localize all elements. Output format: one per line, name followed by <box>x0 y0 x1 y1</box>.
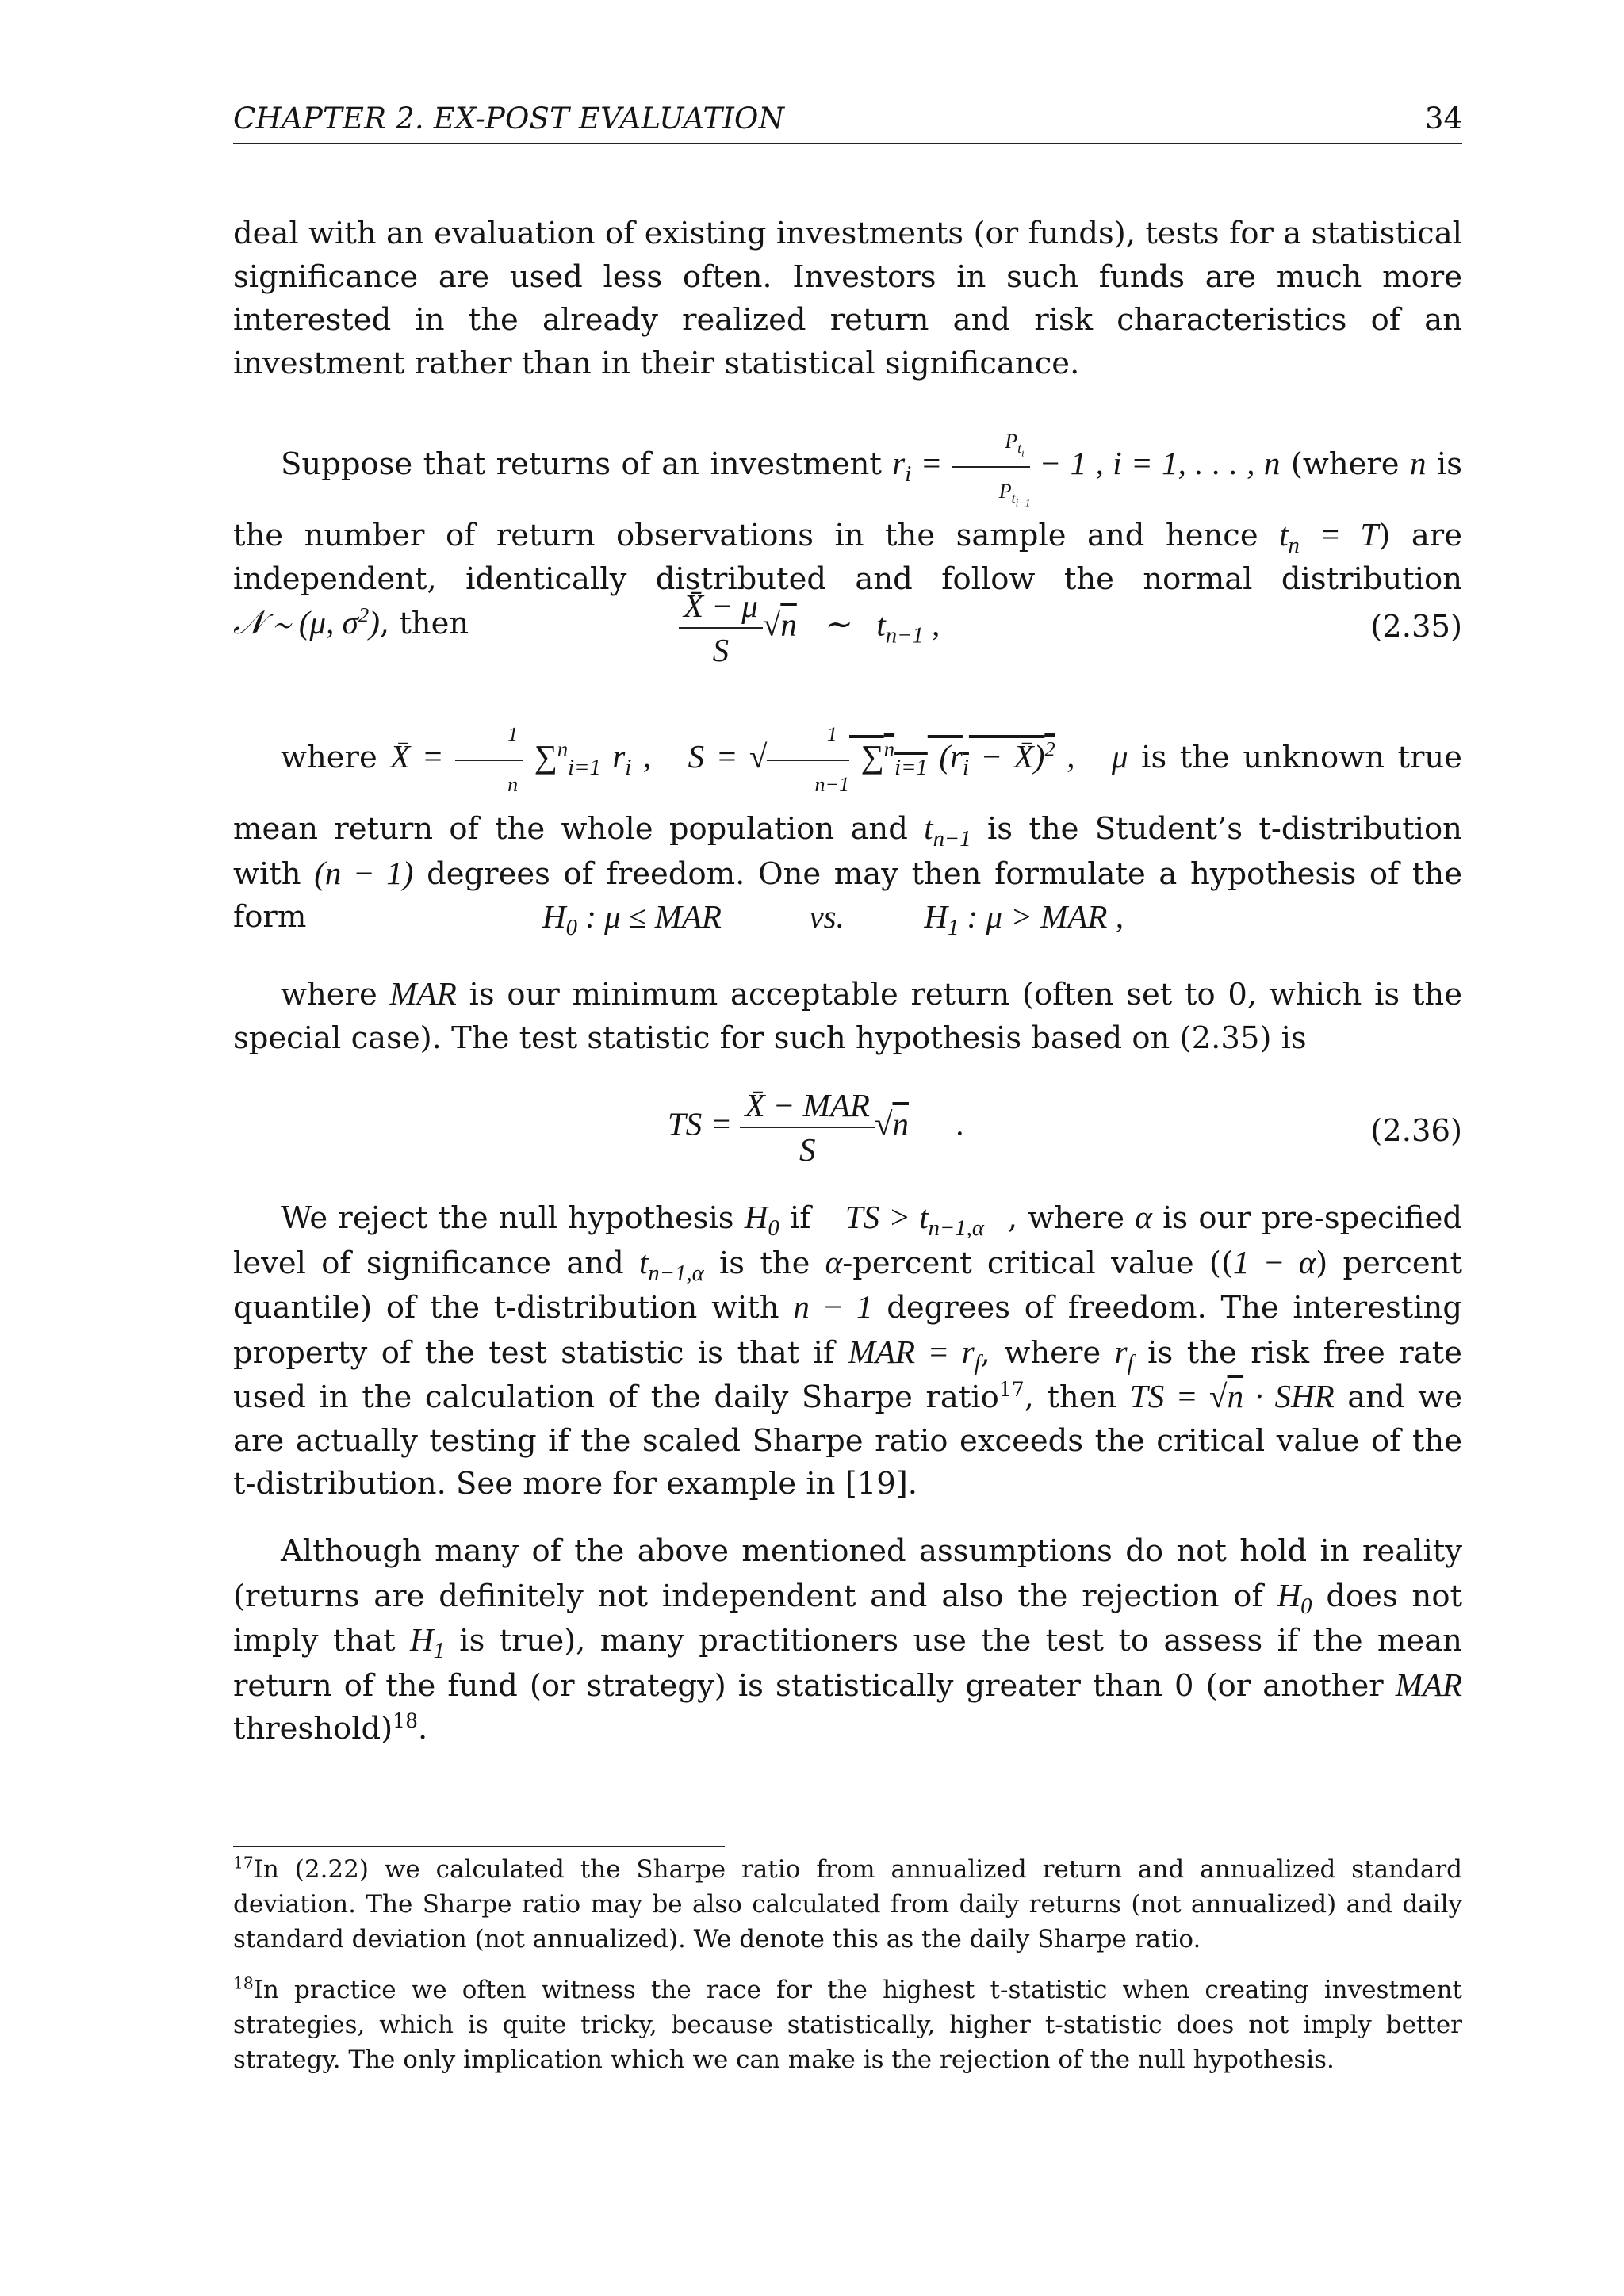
p3-student-text: is the Student’s t-distribution with <box>233 811 1462 892</box>
equation-number-2-35: (2.35) <box>1370 609 1462 645</box>
return-formula: $r_i$ = $\frac{P_{t_i}}{P_{t_{i-1}}}$ − 1 , i = 1, . . . , n <box>892 445 1280 481</box>
hypothesis-formula: $H_0$ : μ ≤ MAR vs. $H_1$ : μ > MAR , <box>542 898 1124 941</box>
footnote-18-text: In practice we often witness the race for the highest t-statistic when creating investment strategies, which is quite tricky, because statistically, higher t-statistic does not imply better strategy. The only implication which we can make is the rejection of the null hypothesis. <box>233 1976 1462 2074</box>
footnote-18 <box>233 1973 1462 2077</box>
p2-text-d: , then <box>379 606 469 641</box>
paragraph-4: where MAR is our minimum acceptable return (often set to 0, which is the special case). The test statistic for such hypothesis based on (2.35) is <box>233 975 1462 1056</box>
equation-number-2-36: (2.36) <box>1370 1113 1462 1149</box>
equation-2-35-body: $\frac{X̄ - \mu}{S}$ √n ∼ $t_{n-1}$ , <box>679 587 940 669</box>
sample-mean-formula: X̄ = $\frac{1}{n}$ ∑$^n_{i=1}$ $r_i$ , <box>390 738 651 775</box>
p4-b: is our minimum acceptable return (often set to 0, which is the special case). The test statistic for such hypothesis based on (2.35) is <box>233 977 1462 1056</box>
sample-std-formula: S = √ $\frac{1}{n-1}$ ∑$^n_{i=1}$ ($r_i$ − X̄)$^2$ , <box>688 738 1075 775</box>
p5-j: is the risk free rate used in the calculation of the daily Sharpe ratio <box>233 1334 1462 1415</box>
p6-d: threshold) <box>233 1711 393 1747</box>
equation-2-36 <box>233 1086 1462 1173</box>
paragraph-1: deal with an evaluation of existing investments (or funds), tests for a statistical significance are used less often. Investors in such funds are much more interested in the already realized return and risk characteristics of an investment rather than in their statistical significance. <box>233 216 1462 381</box>
p6-c: is true), many practitioners use the test to assess if the mean return of the fund (or strategy) is statistically greater than 0 (or another <box>233 1623 1462 1704</box>
p3-mu-text: is the unknown true mean return of the whole population and <box>233 739 1462 847</box>
hypothesis-line <box>233 893 1462 948</box>
footnote-17-text: In (2.22) we calculated the Sharpe ratio from annualized return and annualized standard deviation. The Sharpe ratio may be also calculated from daily returns (not annualized) and daily standard deviation (not annualized). We denote this as the daily Sharpe ratio. <box>233 1855 1462 1954</box>
p5-c: , where <box>1007 1200 1125 1236</box>
p6-a: Although many of the above mentioned assumptions do not hold in reality (returns are definitely not independent and also the rejection of <box>233 1533 1462 1614</box>
p5-l: and we are actually testing if the scaled Sharpe ratio exceeds the critical value of the t-distribution. See more for example in [19]. <box>233 1380 1462 1502</box>
footnote-17 <box>233 1852 1462 1957</box>
paragraph-5: We reject the null hypothesis $H_0$ if TS > $t_{n-1,\alpha}$ , where α is our pre-specified level of significance and $t_{n-1,\alpha}$ is the α-percent critical value ((1 − α) percent quantile) of the t-distribution with n − 1 degrees of freedom. The interesting property of the test statistic is that if MAR = $r_f$, where $r_f$ is the risk free rate used in the calculation of the daily Sharpe ratio$^{17}$, then TS = √n · SHR and we are actually testing if the scaled Sharpe ratio exceeds the critical value of the t-distribution. See more for example in [19]. <box>233 1199 1462 1502</box>
paragraph-3: where X̄ = $\frac{1}{n}$ ∑$^n_{i=1}$ $r_i$ , S = √ $\frac{1}{n-1}$ ∑$^n_{i=1}$ ($r_i$ − X̄)$^2$ , μ is the unknown true mean return of the whole population and $t_{n-1}$ is the Student’s t-distribution with (n − 1) degrees of freedom. One may then formulate a hypothesis of the form <box>233 714 1462 939</box>
footnote-18-mark: 18 <box>233 1973 254 1993</box>
equation-2-35 <box>233 587 1462 674</box>
page-number: 34 <box>1424 101 1462 136</box>
p2-text-b: is the number of return observations in the sample and hence <box>233 446 1462 553</box>
p4-a: where <box>281 977 377 1012</box>
p2-text-c: are independent, identically distributed and follow the normal distribution <box>233 518 1462 597</box>
hypothesis-vs: vs. <box>809 898 845 935</box>
p5-a: We reject the null hypothesis <box>281 1200 734 1236</box>
p5-h: degrees of freedom. The interesting property of the test statistic is that if <box>233 1290 1462 1371</box>
p5-k: , then <box>1024 1380 1117 1415</box>
p5-i: , where <box>980 1334 1101 1371</box>
p2-prefix: Suppose that returns of an investment <box>281 446 882 482</box>
footnote-divider <box>233 1846 725 1847</box>
p6-b: does not imply that <box>233 1578 1462 1659</box>
p2-text-a: (where <box>1290 446 1400 482</box>
footnote-17-mark: 17 <box>233 1853 254 1873</box>
p5-b: if <box>789 1200 811 1236</box>
p5-f: -percent critical value (( <box>842 1245 1233 1281</box>
p3-dof-text: degrees of freedom. One may then formulate a hypothesis of the form <box>233 855 1462 935</box>
paragraph-2: Suppose that returns of an investment $r_i$ = $\frac{P_{t_i}}{P_{t_{i-1}}}$ − 1 , i = 1, . . . , n (where n is the number of return observations in the sample and hence $t_n = T$) are independent, identically distributed and follow the normal distribution 𝒩 ∼ (μ, $\sigma^2$), then <box>233 420 1462 646</box>
p5-e: is the <box>718 1245 810 1281</box>
running-title: CHAPTER 2. EX-POST EVALUATION <box>233 101 785 136</box>
p5-g: ) percent quantile) of the t-distribution with <box>233 1245 1462 1326</box>
footnote-mark-17[interactable]: 17 <box>998 1378 1025 1402</box>
p5-d: is our pre-specified level of significance and <box>233 1200 1462 1281</box>
footnote-mark-18[interactable]: 18 <box>393 1709 419 1733</box>
paragraph-6: Although many of the above mentioned assumptions do not hold in reality (returns are definitely not independent and also the rejection of $H_0$ does not imply that $H_1$ is true), many practitioners use the test to assess if the mean return of the fund (or strategy) is statistically greater than 0 (or another MAR threshold)$^{18}$. <box>233 1533 1462 1747</box>
page-header <box>233 101 1462 144</box>
document-page <box>233 0 1462 2296</box>
p3-where: where <box>281 739 377 775</box>
equation-2-36-body: TS = $\frac{\text{X̄ − MAR}}{S}$ √n . <box>668 1087 965 1168</box>
